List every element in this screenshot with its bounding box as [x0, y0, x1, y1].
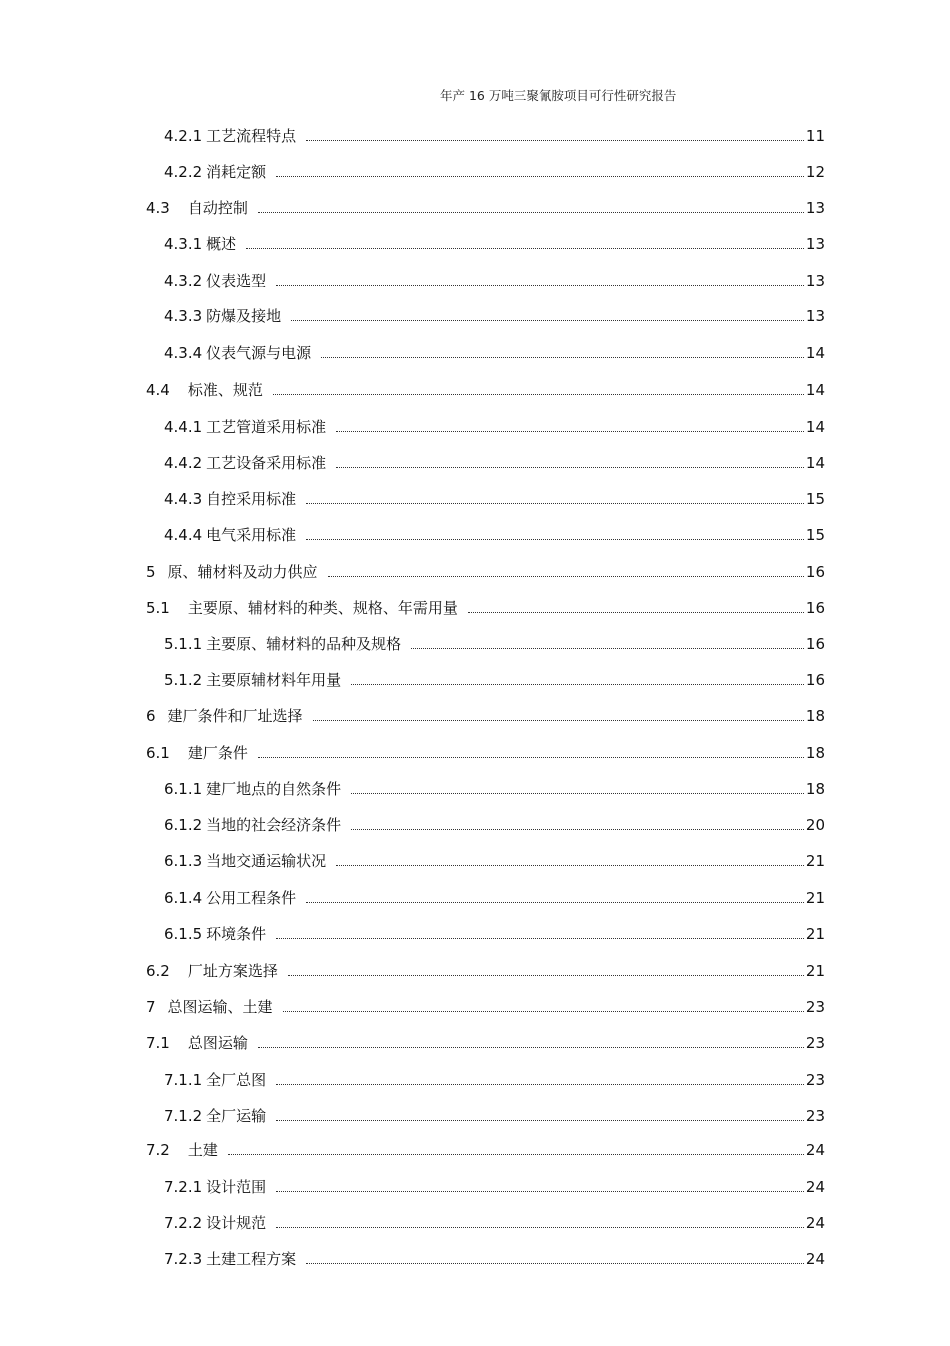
toc-entry-title: 自控采用标准: [206, 490, 297, 508]
toc-entry-number: 7.1.1: [164, 1071, 203, 1089]
toc-entry-page: 18: [805, 744, 825, 762]
toc-dot-leader: [411, 648, 804, 649]
toc-dot-leader: [276, 938, 804, 939]
toc-dot-leader: [336, 865, 804, 866]
toc-entry-page: 11: [805, 127, 825, 145]
toc-entry-title: 公用工程条件: [206, 889, 297, 907]
toc-entry-title: 自动控制: [187, 199, 248, 217]
toc-entry[interactable]: [146, 378, 825, 400]
toc-entry-title: 厂址方案选择: [187, 962, 278, 980]
toc-entry-title: 工艺流程特点: [206, 127, 297, 145]
toc-entry-page: 24: [805, 1178, 825, 1196]
toc-dot-leader: [328, 576, 804, 577]
toc-entry-number: 4.3.4: [164, 344, 203, 362]
toc-entry-number: 4.2.1: [164, 127, 203, 145]
toc-dot-leader: [321, 357, 804, 358]
toc-entry-number: 5.1.1: [164, 635, 203, 653]
toc-entry-title: 主要原、辅材料的种类、规格、年需用量: [187, 599, 458, 617]
toc-dot-leader: [276, 1120, 804, 1121]
toc-entry-number: 4.4.4: [164, 526, 203, 544]
toc-dot-leader: [351, 829, 804, 830]
toc-entry-page: 23: [805, 998, 825, 1016]
toc-dot-leader: [228, 1154, 804, 1155]
toc-entry-number: 4.3.2: [164, 272, 203, 290]
toc-entry[interactable]: [164, 632, 825, 654]
toc-entry[interactable]: [164, 341, 825, 363]
toc-entry-title: 防爆及接地: [206, 307, 282, 325]
toc-entry-title: 电气采用标准: [206, 526, 297, 544]
toc-entry[interactable]: [164, 124, 825, 146]
toc-dot-leader: [313, 720, 804, 721]
toc-entry-page: 21: [805, 925, 825, 943]
toc-dot-leader: [258, 212, 804, 213]
toc-entry[interactable]: [146, 995, 825, 1017]
toc-entry-number: 4.4.2: [164, 454, 203, 472]
toc-dot-leader: [468, 612, 804, 613]
toc-entry[interactable]: [146, 196, 825, 218]
toc-entry[interactable]: [164, 304, 825, 326]
toc-entry-page: 13: [805, 199, 825, 217]
toc-entry-number: 4.3: [146, 199, 170, 217]
toc-entry[interactable]: [164, 1068, 825, 1090]
toc-entry-number: 7.2.1: [164, 1178, 203, 1196]
toc-entry-page: 14: [805, 418, 825, 436]
toc-entry-title: 全厂总图: [206, 1071, 267, 1089]
toc-entry[interactable]: [164, 451, 825, 473]
toc-entry-page: 14: [805, 344, 825, 362]
toc-entry-title: 设计规范: [206, 1214, 267, 1232]
toc-entry-number: 7.2.2: [164, 1214, 203, 1232]
toc-entry-number: 7.2: [146, 1141, 170, 1159]
toc-entry[interactable]: [146, 560, 825, 582]
toc-dot-leader: [276, 1191, 804, 1192]
toc-entry[interactable]: [164, 232, 825, 254]
toc-entry-page: 13: [805, 272, 825, 290]
toc-entry-number: 4.4.3: [164, 490, 203, 508]
toc-dot-leader: [336, 467, 804, 468]
toc-entry-page: 18: [805, 707, 825, 725]
toc-entry-title: 主要原、辅材料的品种及规格: [206, 635, 402, 653]
toc-entry-page: 16: [805, 671, 825, 689]
toc-entry-page: 23: [805, 1071, 825, 1089]
toc-entry[interactable]: [164, 1175, 825, 1197]
toc-entry-number: 5.1.2: [164, 671, 203, 689]
toc-entry-page: 16: [805, 599, 825, 617]
toc-entry-title: 仪表气源与电源: [206, 344, 312, 362]
toc-entry[interactable]: [164, 415, 825, 437]
toc-entry-page: 15: [805, 526, 825, 544]
toc-entry-page: 12: [805, 163, 825, 181]
toc-entry[interactable]: [164, 1104, 825, 1126]
toc-entry-page: 16: [805, 563, 825, 581]
toc-entry-number: 4.4.1: [164, 418, 203, 436]
toc-entry-title: 土建工程方案: [206, 1250, 297, 1268]
toc-entry-number: 7.2.3: [164, 1250, 203, 1268]
toc-entry[interactable]: [164, 160, 825, 182]
toc-entry-page: 24: [805, 1250, 825, 1268]
toc-entry[interactable]: [164, 269, 825, 291]
toc-entry-title: 主要原辅材料年用量: [206, 671, 342, 689]
toc-entry-title: 设计范围: [206, 1178, 267, 1196]
toc-entry-page: 14: [805, 454, 825, 472]
toc-entry[interactable]: [164, 849, 825, 871]
toc-dot-leader: [306, 140, 804, 141]
toc-entry-page: 13: [805, 235, 825, 253]
toc-entry-page: 14: [805, 381, 825, 399]
toc-entry-number: 7.1: [146, 1034, 170, 1052]
toc-entry-number: 5.1: [146, 599, 170, 617]
toc-entry-page: 21: [805, 962, 825, 980]
toc-entry[interactable]: [146, 1031, 825, 1053]
toc-entry-number: 6: [146, 707, 156, 725]
toc-dot-leader: [351, 793, 804, 794]
toc-entry-number: 6.1.5: [164, 925, 203, 943]
toc-entry-page: 23: [805, 1034, 825, 1052]
toc-entry-page: 21: [805, 852, 825, 870]
toc-entry-page: 13: [805, 307, 825, 325]
toc-entry-number: 6.1: [146, 744, 170, 762]
toc-entry-title: 仪表选型: [206, 272, 267, 290]
toc-entry-number: 6.1.1: [164, 780, 203, 798]
toc-dot-leader: [283, 1011, 804, 1012]
toc-entry[interactable]: [164, 523, 825, 545]
toc-entry-title: 总图运输: [187, 1034, 248, 1052]
toc-entry-title: 全厂运输: [206, 1107, 267, 1125]
toc-entry-number: 4.3.3: [164, 307, 203, 325]
toc-dot-leader: [276, 1084, 804, 1085]
toc-entry-title: 建厂地点的自然条件: [206, 780, 342, 798]
toc-entry-title: 概述: [206, 235, 237, 253]
toc-entry-number: 6.2: [146, 962, 170, 980]
toc-entry[interactable]: [146, 704, 825, 726]
toc-entry-title: 标准、规范: [187, 381, 263, 399]
toc-entry-page: 21: [805, 889, 825, 907]
toc-entry-page: 16: [805, 635, 825, 653]
toc-entry-title: 建厂条件和厂址选择: [167, 707, 303, 725]
toc-dot-leader: [258, 1047, 804, 1048]
toc-dot-leader: [276, 285, 804, 286]
toc-dot-leader: [351, 684, 804, 685]
toc-dot-leader: [258, 757, 804, 758]
toc-entry-number: 6.1.4: [164, 889, 203, 907]
toc-dot-leader: [273, 394, 804, 395]
toc-entry-page: 15: [805, 490, 825, 508]
toc-entry[interactable]: [146, 1138, 825, 1160]
toc-dot-leader: [306, 1263, 804, 1264]
toc-entry-title: 工艺设备采用标准: [206, 454, 327, 472]
toc-entry-number: 6.1.3: [164, 852, 203, 870]
toc-entry-title: 当地的社会经济条件: [206, 816, 342, 834]
toc-entry-title: 原、辅材料及动力供应: [167, 563, 318, 581]
toc-entry-page: 18: [805, 780, 825, 798]
toc-entry[interactable]: [146, 596, 825, 618]
running-header: 年产 16 万吨三聚氰胺项目可行性研究报告: [440, 88, 677, 103]
toc-dot-leader: [288, 975, 804, 976]
toc-entry[interactable]: [146, 741, 825, 763]
toc-entry-number: 7.1.2: [164, 1107, 203, 1125]
toc-entry-title: 总图运输、土建: [167, 998, 273, 1016]
toc-entry-page: 23: [805, 1107, 825, 1125]
toc-entry[interactable]: [164, 777, 825, 799]
toc-entry-number: 4.3.1: [164, 235, 203, 253]
toc-dot-leader: [306, 503, 804, 504]
toc-entry-title: 工艺管道采用标准: [206, 418, 327, 436]
toc-entry-number: 4.4: [146, 381, 170, 399]
toc-dot-leader: [336, 431, 804, 432]
toc-entry-title: 土建: [187, 1141, 218, 1159]
toc-entry[interactable]: [164, 487, 825, 509]
toc-entry-number: 7: [146, 998, 156, 1016]
toc-dot-leader: [291, 320, 804, 321]
toc-entry[interactable]: [164, 922, 825, 944]
toc-dot-leader: [246, 248, 804, 249]
toc-entry-page: 20: [805, 816, 825, 834]
toc-entry-number: 6.1.2: [164, 816, 203, 834]
toc-entry-number: 4.2.2: [164, 163, 203, 181]
toc-entry[interactable]: [164, 1247, 825, 1269]
toc-entry-page: 24: [805, 1214, 825, 1232]
toc-entry[interactable]: [164, 668, 825, 690]
toc-entry-title: 建厂条件: [187, 744, 248, 762]
toc-dot-leader: [306, 902, 804, 903]
toc-entry-number: 5: [146, 563, 156, 581]
toc-entry[interactable]: [146, 959, 825, 981]
toc-entry-title: 消耗定额: [206, 163, 267, 181]
toc-entry[interactable]: [164, 813, 825, 835]
toc-dot-leader: [276, 1227, 804, 1228]
toc-entry[interactable]: [164, 886, 825, 908]
toc-dot-leader: [306, 539, 804, 540]
toc-entry-page: 24: [805, 1141, 825, 1159]
toc-entry-title: 当地交通运输状况: [206, 852, 327, 870]
toc-dot-leader: [276, 176, 804, 177]
toc-entry[interactable]: [164, 1211, 825, 1233]
toc-entry-title: 环境条件: [206, 925, 267, 943]
